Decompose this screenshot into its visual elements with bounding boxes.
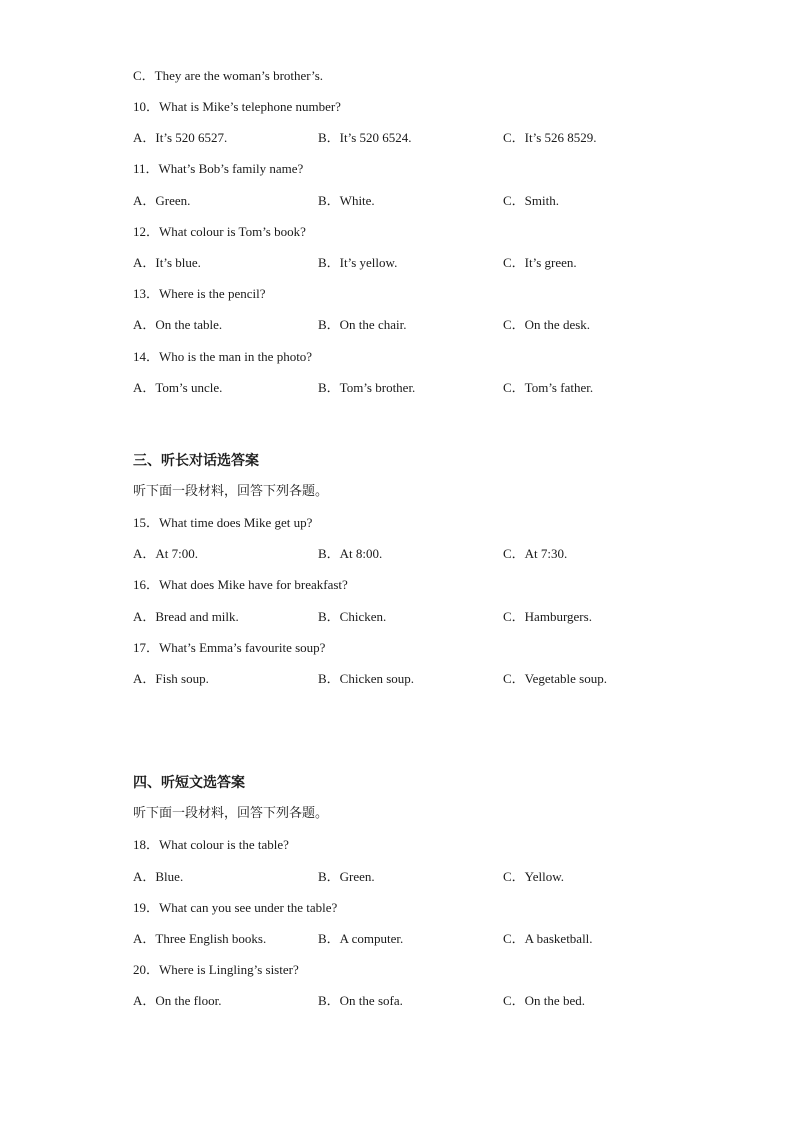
q19-stem: 19．What can you see under the table?	[133, 900, 338, 915]
q20-option-a: A．On the floor.	[133, 993, 222, 1008]
q18-stem: 18．What colour is the table?	[133, 837, 289, 852]
q18-option-b: B．Green.	[318, 869, 375, 884]
section4-heading: 四、听短文选答案	[133, 775, 245, 791]
q16-option-c: C．Hamburgers.	[503, 609, 592, 624]
q11-option-b: B．White.	[318, 193, 375, 208]
section4-instruction: 听下面一段材料，回答下列各题。	[133, 806, 329, 821]
q18-option-c: C．Yellow.	[503, 869, 565, 884]
q16-option-b: B．Chicken.	[318, 609, 387, 624]
q17-option-a: A．Fish soup.	[133, 671, 209, 686]
q10-option-c: C．It’s 526 8529.	[503, 130, 597, 145]
q10-option-b: B．It’s 520 6524.	[318, 130, 412, 145]
q12-stem: 12．What colour is Tom’s book?	[133, 224, 306, 239]
q14-stem: 14．Who is the man in the photo?	[133, 349, 313, 364]
q12-option-b: B．It’s yellow.	[318, 255, 398, 270]
q13-option-b: B．On the chair.	[318, 317, 407, 332]
q19-option-b: B．A computer.	[318, 931, 404, 946]
q11-option-a: A．Green.	[133, 193, 191, 208]
q20-option-c: C．On the bed.	[503, 993, 585, 1008]
q15-option-c: C．At 7:30.	[503, 546, 568, 561]
q20-option-b: B．On the sofa.	[318, 993, 403, 1008]
section3-instruction: 听下面一段材料，回答下列各题。	[133, 484, 329, 499]
q14-option-c: C．Tom’s father.	[503, 380, 594, 395]
q19-option-a: A．Three English books.	[133, 931, 267, 946]
q10-option-a: A．It’s 520 6527.	[133, 130, 228, 145]
q15-option-a: A．At 7:00.	[133, 546, 199, 561]
q16-stem: 16．What does Mike have for breakfast?	[133, 577, 348, 592]
q18-option-a: A．Blue.	[133, 869, 184, 884]
q17-stem: 17．What’s Emma’s favourite soup?	[133, 640, 326, 655]
q13-option-c: C．On the desk.	[503, 317, 591, 332]
q9-option-c: C．They are the woman’s brother’s.	[133, 68, 324, 83]
q17-option-c: C．Vegetable soup.	[503, 671, 607, 686]
q13-option-a: A．On the table.	[133, 317, 223, 332]
q13-stem: 13．Where is the pencil?	[133, 286, 266, 301]
q12-option-c: C．It’s green.	[503, 255, 577, 270]
q15-stem: 15．What time does Mike get up?	[133, 515, 313, 530]
q14-option-b: B．Tom’s brother.	[318, 380, 416, 395]
q11-stem: 11．What’s Bob’s family name?	[133, 161, 304, 176]
q20-stem: 20．Where is Lingling’s sister?	[133, 962, 299, 977]
q19-option-c: C．A basketball.	[503, 931, 593, 946]
q10-stem: 10．What is Mike’s telephone number?	[133, 99, 341, 114]
q11-option-c: C．Smith.	[503, 193, 559, 208]
q17-option-b: B．Chicken soup.	[318, 671, 415, 686]
q12-option-a: A．It’s blue.	[133, 255, 201, 270]
q16-option-a: A．Bread and milk.	[133, 609, 239, 624]
section3-heading: 三、听长对话选答案	[133, 453, 259, 469]
q14-option-a: A．Tom’s uncle.	[133, 380, 223, 395]
q15-option-b: B．At 8:00.	[318, 546, 383, 561]
